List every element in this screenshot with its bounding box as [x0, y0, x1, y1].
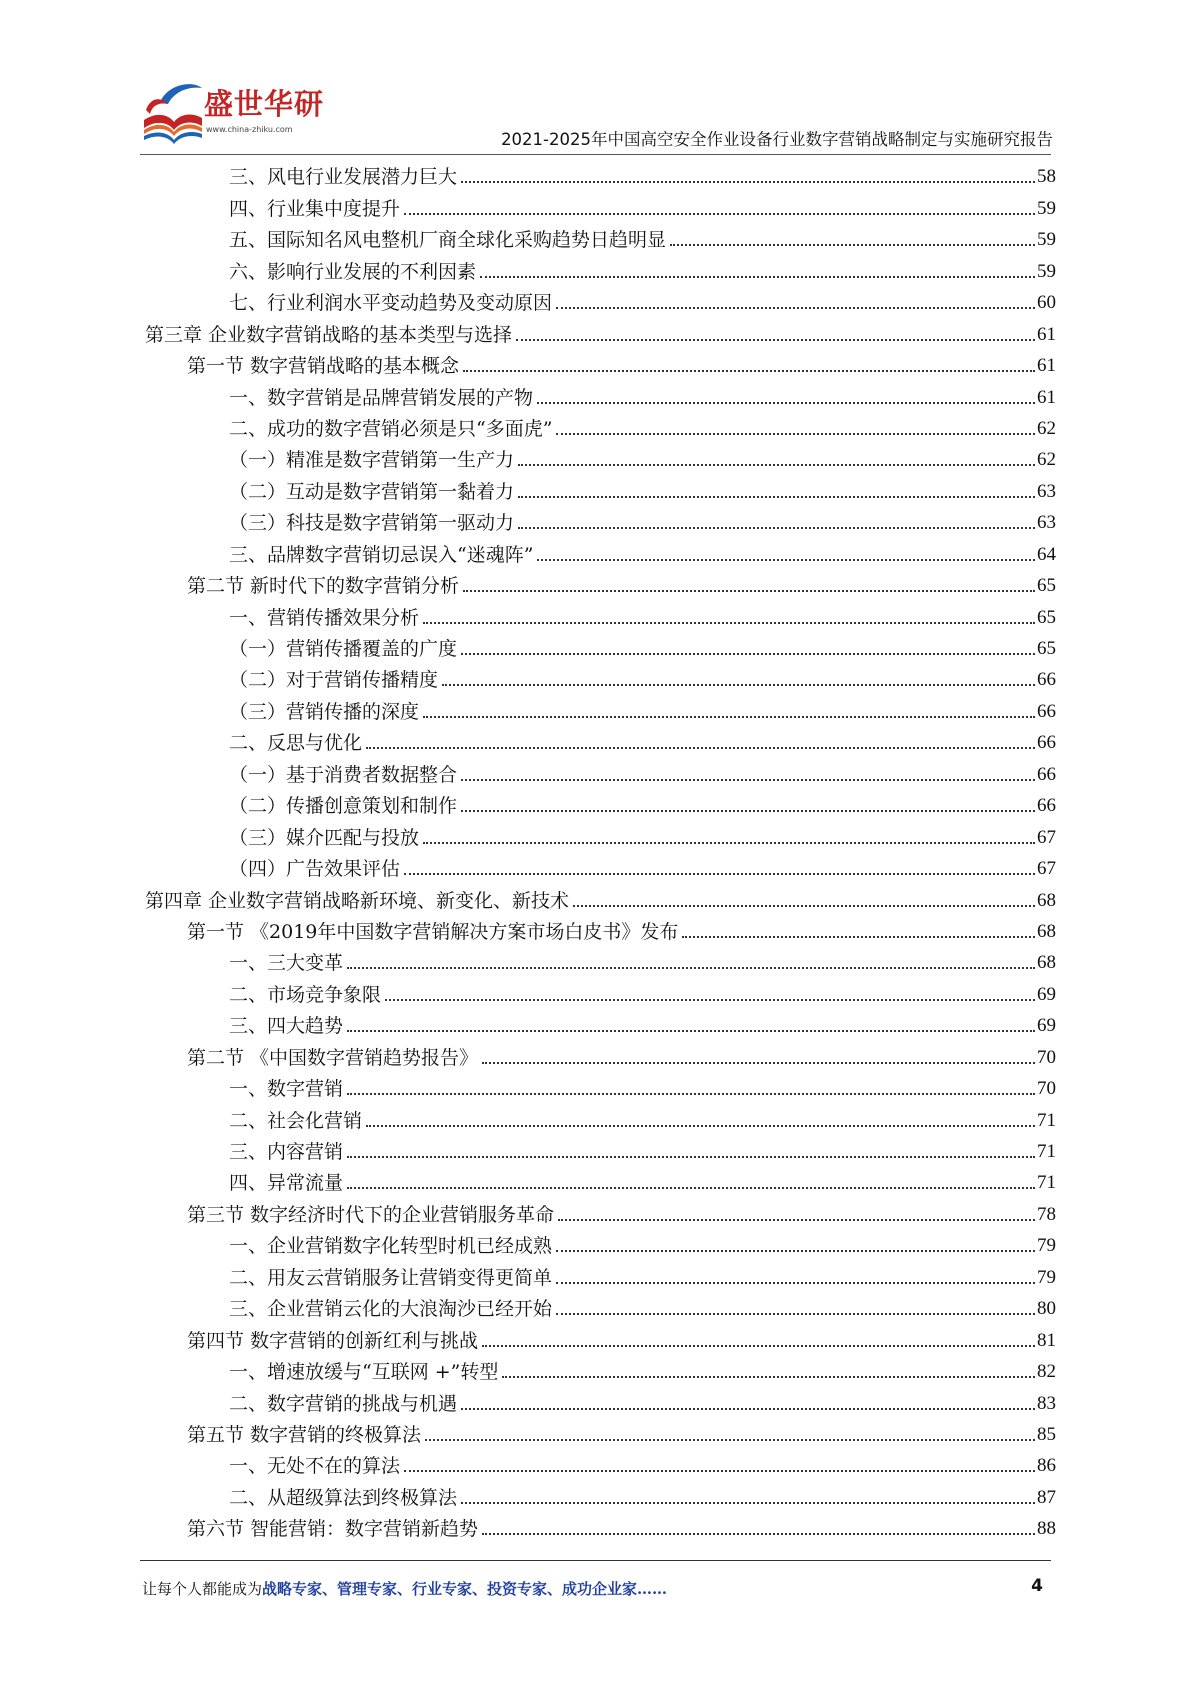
toc-entry-item[interactable] [145, 725, 1056, 756]
toc-entry-item[interactable] [145, 190, 1056, 221]
toc-dot-leader [482, 1533, 1035, 1535]
toc-dot-leader [423, 842, 1035, 844]
footer-slogan-prefix: 让每个人都能成为 [142, 1580, 263, 1598]
table-of-contents [145, 159, 1056, 1542]
toc-entry-page-number: 65 [1037, 575, 1056, 597]
toc-entry-page-number: 66 [1037, 669, 1056, 691]
toc-entry-page-number: 71 [1037, 1172, 1056, 1194]
toc-entry-section[interactable] [145, 1196, 1056, 1227]
toc-entry-page-number: 80 [1037, 1298, 1056, 1320]
toc-entry-sub[interactable] [145, 505, 1056, 536]
toc-entry-page-number: 86 [1037, 1455, 1056, 1477]
toc-dot-leader [461, 1502, 1035, 1504]
toc-dot-leader [518, 496, 1035, 498]
toc-dot-leader [366, 1125, 1035, 1127]
toc-dot-leader [461, 810, 1035, 812]
toc-dot-leader [347, 967, 1035, 969]
toc-entry-sub[interactable] [145, 693, 1056, 724]
toc-entry-page-number: 66 [1037, 700, 1056, 722]
toc-entry-item[interactable] [145, 945, 1056, 976]
toc-entry-item[interactable] [145, 1228, 1056, 1259]
toc-entry-title: 三、内容营销 [229, 1141, 344, 1163]
toc-entry-title: （二）互动是数字营销第一黏着力 [229, 480, 515, 503]
toc-entry-title: 第六节 智能营销：数字营销新趋势 [187, 1518, 479, 1541]
page-header [0, 0, 1191, 160]
toc-entry-page-number: 66 [1037, 795, 1056, 817]
toc-entry-item[interactable] [145, 379, 1056, 410]
toc-entry-item[interactable] [145, 536, 1056, 567]
toc-entry-page-number: 65 [1037, 638, 1056, 659]
toc-entry-title: 三、风电行业发展潜力巨大 [229, 166, 458, 189]
toc-entry-title: 二、数字营销的挑战与机遇 [229, 1392, 458, 1415]
toc-entry-title: 第三节 数字经济时代下的企业营销服务革命 [187, 1203, 555, 1226]
toc-entry-title: 三、企业营销云化的大浪淘沙已经开始 [229, 1298, 553, 1321]
toc-entry-title: 一、营销传播效果分析 [229, 606, 420, 629]
toc-entry-section[interactable] [145, 914, 1056, 945]
toc-dot-leader [347, 1093, 1035, 1095]
toc-entry-page-number: 68 [1037, 920, 1056, 942]
toc-dot-leader [404, 873, 1035, 875]
toc-entry-page-number: 82 [1037, 1361, 1056, 1383]
toc-entry-page-number: 79 [1037, 1266, 1056, 1288]
toc-dot-leader [537, 559, 1035, 561]
toc-entry-sub[interactable] [145, 662, 1056, 693]
toc-dot-leader [558, 1219, 1035, 1221]
toc-entry-item[interactable] [145, 222, 1056, 253]
toc-entry-item[interactable] [145, 599, 1056, 630]
toc-entry-title: 四、异常流量 [229, 1172, 344, 1195]
toc-dot-leader [423, 622, 1035, 624]
toc-entry-item[interactable] [145, 1291, 1056, 1322]
toc-entry-title: 一、数字营销是品牌营销发展的产物 [229, 386, 534, 409]
report-title: 2021-2025年中国高空安全作业设备行业数字营销战略制定与实施研究报告 [501, 130, 1053, 149]
toc-entry-page-number: 59 [1037, 229, 1056, 251]
toc-entry-sub[interactable] [145, 819, 1056, 850]
company-logo [140, 80, 325, 150]
toc-entry-title: 三、品牌数字营销切忌误入“迷魂阵” [229, 543, 534, 566]
toc-entry-item[interactable] [145, 1448, 1056, 1479]
toc-dot-leader [556, 1313, 1035, 1315]
toc-entry-section[interactable] [145, 1417, 1056, 1448]
toc-entry-title: 第三章 企业数字营销战略的基本类型与选择 [145, 323, 513, 346]
toc-entry-page-number: 62 [1037, 417, 1056, 439]
toc-entry-title: 二、成功的数字营销必须是只“多面虎” [229, 417, 553, 440]
toc-entry-page-number: 79 [1037, 1235, 1056, 1257]
toc-entry-title: 一、增速放缓与“互联网 +”转型 [229, 1361, 499, 1384]
toc-entry-page-number: 71 [1037, 1109, 1056, 1131]
toc-entry-section[interactable] [145, 568, 1056, 599]
toc-entry-page-number: 81 [1037, 1329, 1056, 1351]
toc-entry-page-number: 69 [1037, 983, 1056, 1005]
toc-entry-title: 第二节 新时代下的数字营销分析 [187, 575, 460, 598]
toc-entry-item[interactable] [145, 253, 1056, 284]
toc-entry-title: 二、反思与优化 [229, 732, 363, 755]
toc-entry-title: （三）媒介匹配与投放 [229, 826, 420, 849]
toc-entry-title: 二、用友云营销服务让营销变得更简单 [229, 1266, 553, 1289]
toc-entry-title: 五、国际知名风电整机厂商全球化采购趋势日趋明显 [229, 229, 667, 252]
toc-entry-page-number: 63 [1037, 480, 1056, 502]
book-swoosh-logo-icon [140, 80, 206, 150]
toc-entry-section[interactable] [145, 1039, 1056, 1070]
toc-entry-title: 一、无处不在的算法 [229, 1455, 401, 1478]
toc-dot-leader [404, 213, 1035, 215]
toc-entry-title: 四、行业集中度提升 [229, 197, 401, 220]
toc-entry-page-number: 78 [1037, 1203, 1056, 1225]
toc-entry-page-number: 58 [1037, 166, 1056, 188]
toc-entry-title: （三）营销传播的深度 [229, 700, 420, 723]
toc-entry-title: 第一节 《2019年中国数字营销解决方案市场白皮书》发布 [187, 920, 679, 943]
toc-dot-leader [425, 1439, 1035, 1441]
toc-entry-title: （四）广告效果评估 [229, 858, 401, 881]
toc-dot-leader [556, 1282, 1035, 1284]
toc-entry-item[interactable] [145, 159, 1056, 190]
toc-entry-section[interactable] [145, 348, 1056, 379]
toc-entry-page-number: 61 [1037, 355, 1056, 377]
toc-dot-leader [347, 1030, 1035, 1032]
toc-entry-item[interactable] [145, 1008, 1056, 1039]
footer-divider [140, 1560, 1051, 1561]
toc-entry-item[interactable] [145, 1071, 1056, 1102]
toc-entry-title: （二）对于营销传播精度 [229, 669, 439, 692]
toc-entry-title: 第四章 企业数字营销战略新环境、新变化、新技术 [145, 889, 570, 912]
toc-dot-leader [442, 684, 1035, 686]
toc-entry-item[interactable] [145, 411, 1056, 442]
toc-entry-title: （二）传播创意策划和制作 [229, 795, 458, 818]
toc-entry-item[interactable] [145, 1259, 1056, 1290]
toc-dot-leader [556, 433, 1035, 435]
toc-entry-title: 七、行业利润水平变动趋势及变动原因 [229, 292, 553, 315]
toc-entry-page-number: 63 [1037, 512, 1056, 534]
toc-entry-title: 一、企业营销数字化转型时机已经成熟 [229, 1235, 553, 1258]
toc-entry-title: 第四节 数字营销的创新红利与挑战 [187, 1329, 479, 1352]
toc-dot-leader [461, 779, 1035, 781]
toc-dot-leader [573, 905, 1035, 907]
toc-entry-item[interactable] [145, 1102, 1056, 1133]
toc-dot-leader [461, 653, 1035, 655]
toc-entry-page-number: 65 [1037, 606, 1056, 628]
toc-dot-leader [518, 464, 1035, 466]
logo-url: www.china-zhiku.com [206, 125, 293, 134]
toc-dot-leader [461, 1408, 1035, 1410]
toc-dot-leader [347, 1156, 1035, 1158]
logo-company-name: 盛世华研 [204, 87, 325, 121]
toc-entry-title: 一、三大变革 [229, 952, 344, 975]
toc-entry-page-number: 59 [1037, 260, 1056, 282]
toc-entry-page-number: 59 [1037, 197, 1056, 219]
toc-entry-title: 一、数字营销 [229, 1078, 344, 1101]
toc-entry-sub[interactable] [145, 851, 1056, 882]
toc-entry-title: （一）营销传播覆盖的广度 [229, 638, 458, 660]
toc-entry-sub[interactable] [145, 788, 1056, 819]
toc-dot-leader [423, 716, 1035, 718]
footer-slogan-highlight: 战略专家、管理专家、行业专家、投资专家、成功企业家…… [262, 1580, 668, 1598]
toc-entry-title: 三、四大趋势 [229, 1015, 344, 1038]
toc-entry-title: （一）基于消费者数据整合 [229, 763, 458, 786]
page-number: 4 [1031, 1576, 1043, 1596]
toc-entry-page-number: 70 [1037, 1078, 1056, 1100]
toc-dot-leader [463, 590, 1035, 592]
toc-entry-page-number: 85 [1037, 1423, 1056, 1445]
toc-entry-title: 六、影响行业发展的不利因素 [229, 260, 477, 283]
toc-entry-page-number: 88 [1037, 1518, 1056, 1540]
toc-dot-leader [366, 747, 1035, 749]
toc-entry-sub[interactable] [145, 442, 1056, 473]
toc-dot-leader [556, 1250, 1035, 1252]
toc-entry-item[interactable] [145, 1165, 1056, 1196]
header-divider [140, 154, 1051, 155]
toc-dot-leader [516, 339, 1035, 341]
toc-entry-item[interactable] [145, 976, 1056, 1007]
toc-entry-chapter[interactable] [145, 316, 1056, 347]
toc-entry-section[interactable] [145, 1511, 1056, 1542]
toc-dot-leader [461, 181, 1035, 183]
toc-entry-page-number: 66 [1037, 763, 1056, 785]
toc-dot-leader [518, 527, 1035, 529]
toc-entry-page-number: 69 [1037, 1015, 1056, 1037]
toc-entry-title: （三）科技是数字营销第一驱动力 [229, 512, 515, 535]
toc-dot-leader [385, 999, 1035, 1001]
toc-dot-leader [682, 936, 1035, 938]
toc-entry-page-number: 64 [1037, 543, 1056, 565]
toc-entry-page-number: 68 [1037, 889, 1056, 911]
toc-dot-leader [347, 1187, 1035, 1189]
footer-slogan [142, 1578, 667, 1599]
toc-entry-page-number: 67 [1037, 826, 1056, 848]
toc-entry-page-number: 60 [1037, 292, 1056, 314]
toc-entry-title: 二、社会化营销 [229, 1109, 363, 1132]
toc-entry-item[interactable] [145, 1479, 1056, 1510]
toc-entry-title: 第五节 数字营销的终极算法 [187, 1423, 422, 1446]
toc-entry-page-number: 70 [1037, 1046, 1056, 1068]
toc-entry-title: 第一节 数字营销战略的基本概念 [187, 355, 460, 378]
toc-dot-leader [404, 1470, 1035, 1472]
toc-dot-leader [480, 276, 1035, 278]
toc-entry-title: 二、从超级算法到终极算法 [229, 1486, 458, 1509]
toc-entry-sub[interactable] [145, 631, 1056, 662]
toc-dot-leader [502, 1376, 1035, 1378]
toc-entry-page-number: 62 [1037, 449, 1056, 471]
toc-dot-leader [482, 1345, 1035, 1347]
toc-dot-leader [482, 1062, 1035, 1064]
toc-entry-page-number: 61 [1037, 386, 1056, 408]
toc-entry-page-number: 68 [1037, 952, 1056, 974]
toc-entry-chapter[interactable] [145, 882, 1056, 913]
toc-entry-title: （一）精准是数字营销第一生产力 [229, 449, 515, 472]
toc-entry-item[interactable] [145, 285, 1056, 316]
toc-entry-page-number: 87 [1037, 1486, 1056, 1508]
toc-entry-title: 第二节 《中国数字营销趋势报告》 [187, 1046, 479, 1069]
toc-entry-item[interactable] [145, 1354, 1056, 1385]
toc-entry-sub[interactable] [145, 473, 1056, 504]
toc-entry-page-number: 61 [1037, 323, 1056, 345]
toc-entry-page-number: 71 [1037, 1141, 1056, 1162]
toc-dot-leader [670, 244, 1035, 246]
toc-entry-sub[interactable] [145, 756, 1056, 787]
toc-dot-leader [463, 370, 1035, 372]
toc-entry-page-number: 67 [1037, 858, 1056, 880]
toc-entry-page-number: 66 [1037, 732, 1056, 754]
toc-entry-title: 二、市场竞争象限 [229, 983, 382, 1006]
toc-entry-section[interactable] [145, 1322, 1056, 1353]
toc-entry-page-number: 83 [1037, 1392, 1056, 1414]
toc-dot-leader [556, 307, 1035, 309]
toc-entry-item[interactable] [145, 1385, 1056, 1416]
toc-entry-item[interactable] [145, 1134, 1056, 1165]
toc-dot-leader [537, 402, 1035, 404]
